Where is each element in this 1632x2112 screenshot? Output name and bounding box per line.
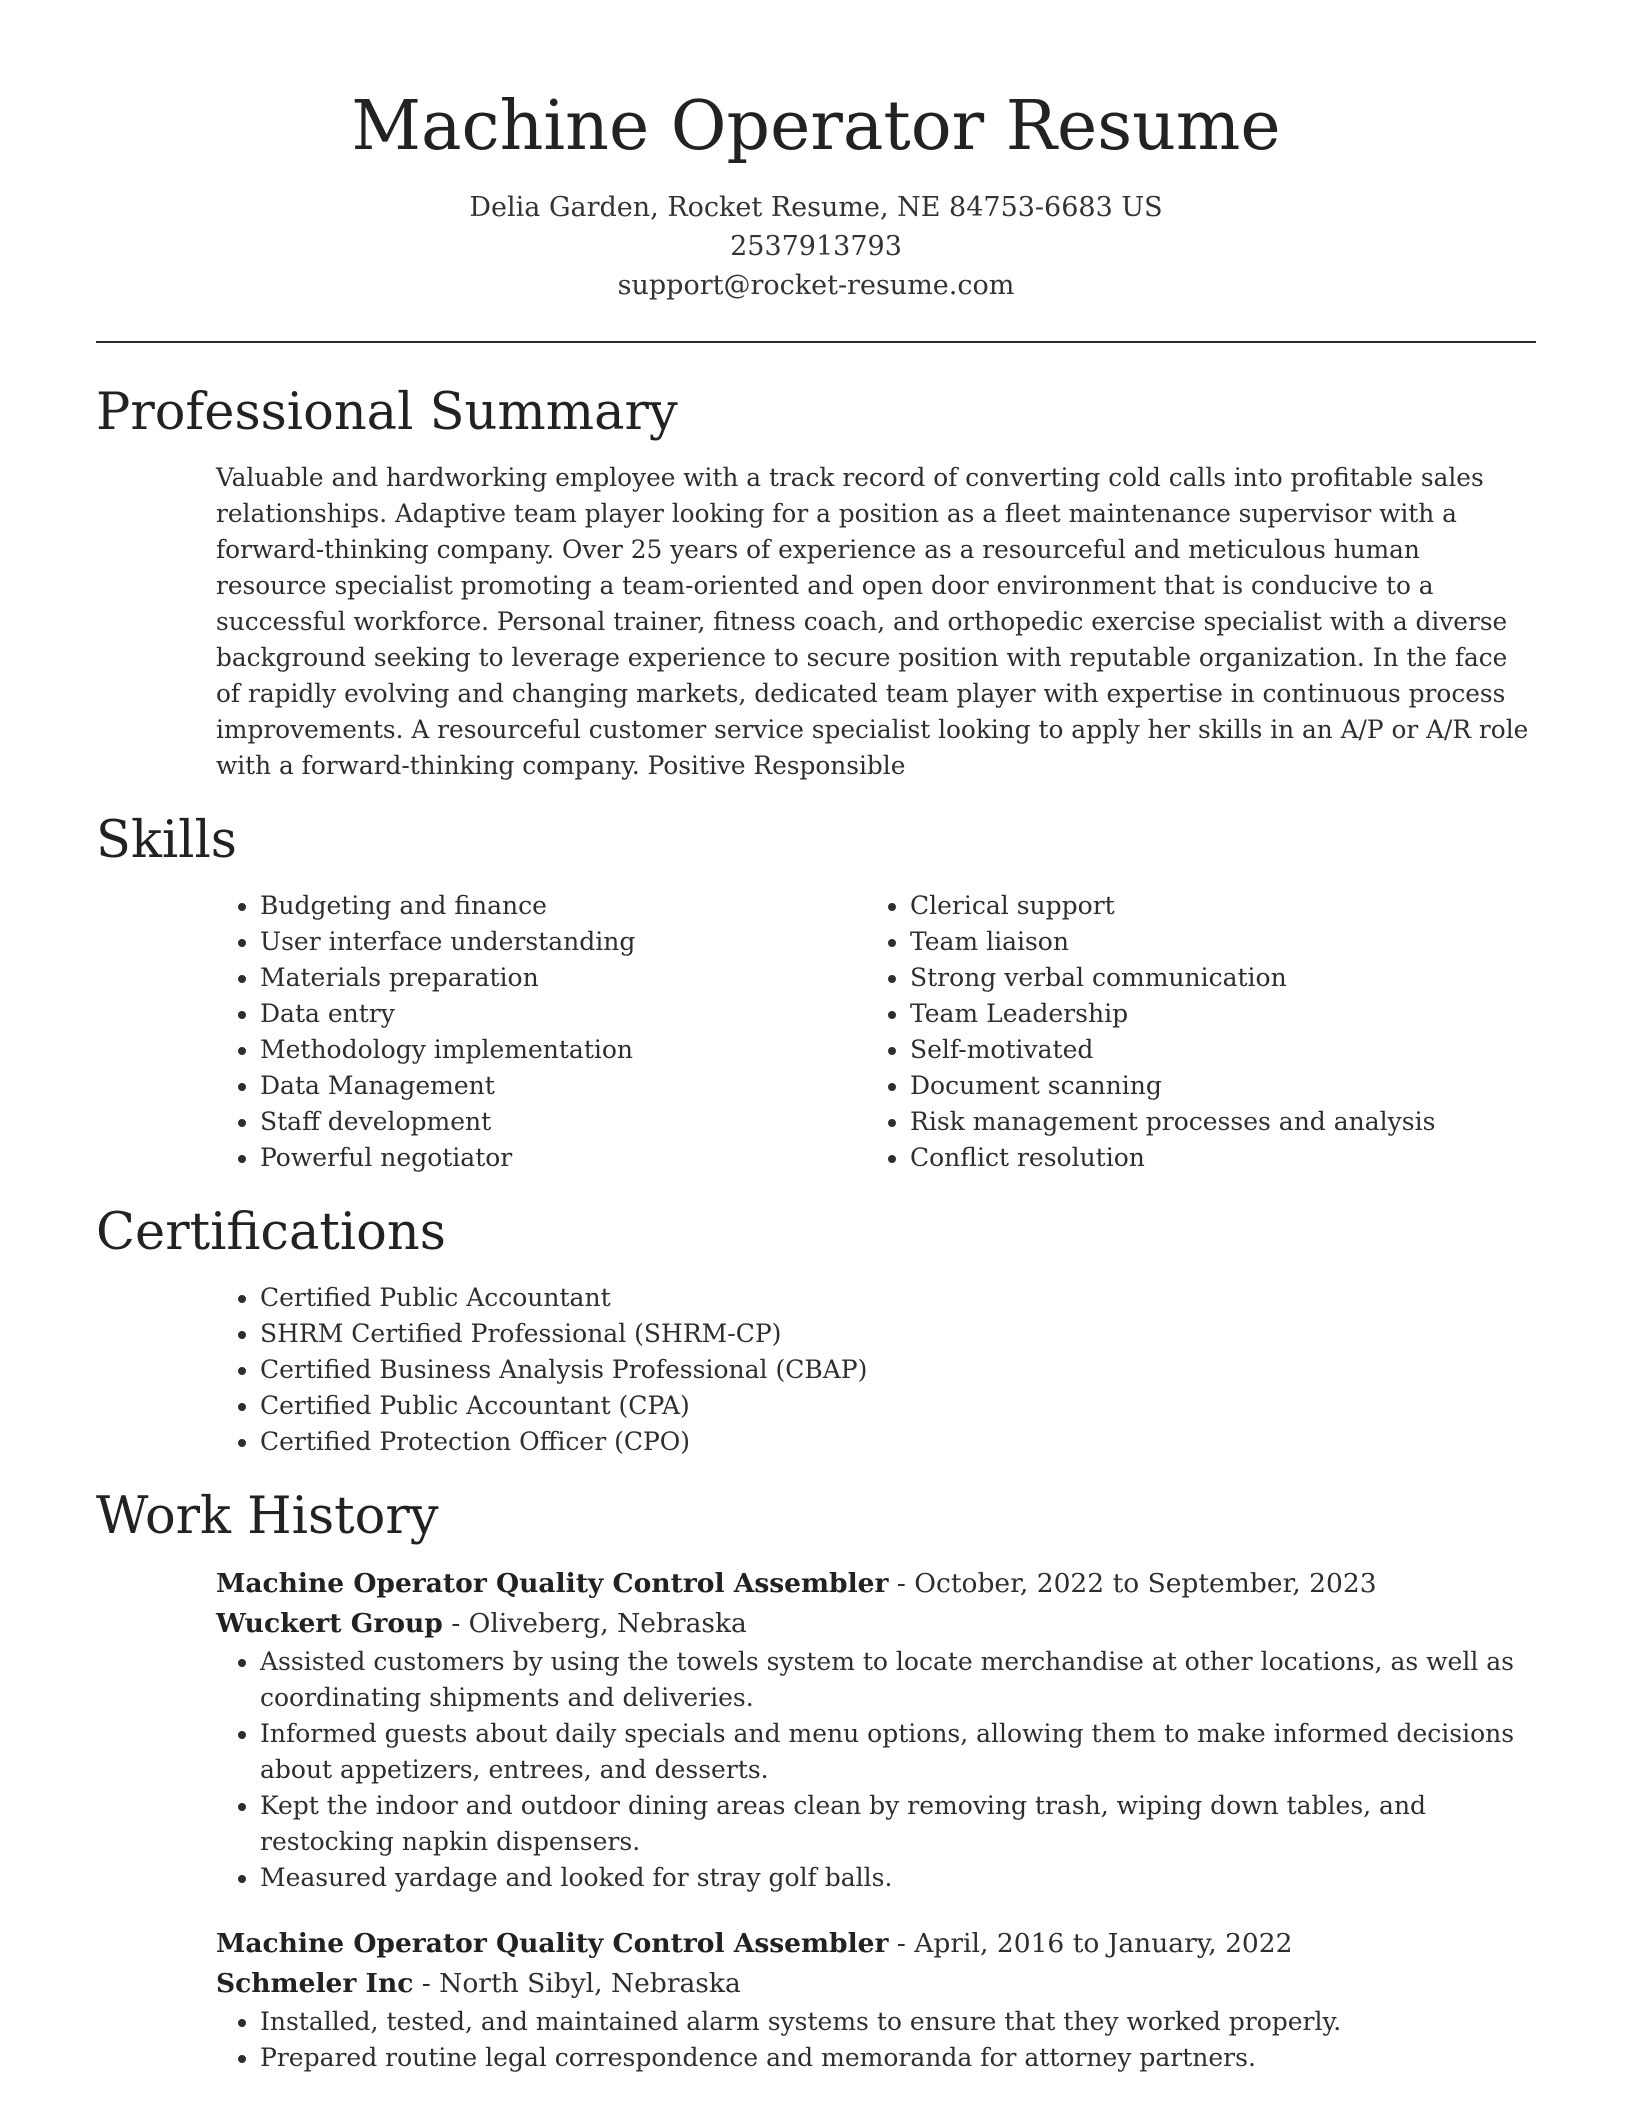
job-duty: • Installed, tested, and maintained alarm systems to ensure that they worked properly. [260,2004,1536,2040]
skill-item: • Materials preparation [260,960,866,996]
job-duty: • Kept the indoor and outdoor dining areas clean by removing trash, wiping down tables, and restocking napkin dispensers. [260,1788,1536,1860]
work-history-heading: Work History [96,1487,439,1546]
certification-item: • SHRM Certified Professional (SHRM-CP) [260,1316,1536,1352]
skills-section [96,808,1536,1176]
certifications-heading: Certifications [96,1203,446,1262]
skill-item: • Document scanning [910,1068,1516,1104]
certification-item: • Certified Protection Officer (CPO) [260,1424,1536,1460]
job-entry [216,1924,1536,2076]
skills-heading: Skills [96,811,237,870]
job-company-line [216,1964,1536,2004]
job-duties-list [216,2004,1536,2076]
job-duty: • Prepared routine legal correspondence and memoranda for attorney partners. [260,2040,1536,2076]
resume-body [96,380,1536,2076]
job-location: - Oliveberg, Nebraska [442,1608,747,1639]
job-duty: • Measured yardage and looked for stray golf balls. [260,1860,1536,1896]
job-dates: - April, 2016 to January, 2022 [888,1928,1293,1959]
work-history-section [96,1484,1536,2076]
certifications-block [216,1280,1536,1460]
certification-item: • Certified Public Accountant [260,1280,1536,1316]
certification-item: • Certified Business Analysis Professional (CBAP) [260,1352,1536,1388]
skill-item: • Methodology implementation [260,1032,866,1068]
job-title-line [216,1564,1536,1604]
contact-block [0,188,1632,305]
skill-item: • Strong verbal communication [910,960,1516,996]
job-entry [216,1564,1536,1896]
contact-address: Delia Garden, Rocket Resume, NE 84753-6683 US [469,192,1163,223]
job-title-line [216,1924,1536,1964]
job-position: Machine Operator Quality Control Assembler [216,1568,889,1599]
skills-columns [216,888,1536,1176]
job-company: Wuckert Group [216,1608,443,1639]
skills-list-left [216,888,866,1176]
certification-item: • Certified Public Accountant (CPA) [260,1388,1536,1424]
job-dates: - October, 2022 to September, 2023 [888,1568,1377,1599]
skill-item: • Self-motivated [910,1032,1516,1068]
header-divider [96,341,1536,343]
skills-list-right [866,888,1516,1176]
skill-item: • Powerful negotiator [260,1140,866,1176]
skill-item: • Team Leadership [910,996,1516,1032]
skill-item: • Staff development [260,1104,866,1140]
job-company: Schmeler Inc [216,1968,414,1999]
job-duty: • Informed guests about daily specials and menu options, allowing them to make informed decisions about appetizers, entrees, and desserts. [260,1716,1536,1788]
skills-column-right [866,888,1516,1176]
summary-section [96,380,1536,784]
job-company-line [216,1604,1536,1644]
skill-item: • User interface understanding [260,924,866,960]
job-location: - North Sibyl, Nebraska [413,1968,741,1999]
skill-item: • Data Management [260,1068,866,1104]
skill-item: • Risk management processes and analysis [910,1104,1516,1140]
summary-heading: Professional Summary [96,383,678,442]
contact-email: support@rocket-resume.com [617,270,1015,301]
skill-item: • Team liaison [910,924,1516,960]
contact-phone: 2537913793 [730,231,902,262]
skill-item: • Conflict resolution [910,1140,1516,1176]
job-duty: • Assisted customers by using the towels system to locate merchandise at other locations, as well as coordinating shipments and deliveries. [260,1644,1536,1716]
job-position: Machine Operator Quality Control Assembler [216,1928,889,1959]
certifications-section [96,1200,1536,1460]
resume-header [0,0,1632,305]
resume-title: Machine Operator Resume [351,87,1281,166]
summary-text: Valuable and hardworking employee with a track record of converting cold calls into profitable sales relationships. Adaptive team player looking for a position as a fleet maintenance supervisor with a forward-thinking company. Over 25 years of experience as a resourceful and meticulous human resource specialist promoting a team-oriented and open door environment that is conducive to a successful workforce. Personal trainer, fitness coach, and orthopedic exercise specialist with a diverse background seeking to leverage experience to secure position with reputable organization. In the face of rapidly evolving and changing markets, dedicated team player with expertise in continuous process improvements. A resourceful customer service specialist looking to apply her skills in an A/P or A/R role with a forward-thinking company. Positive Responsible [216,463,1529,780]
skill-item: • Data entry [260,996,866,1032]
job-duties-list [216,1644,1536,1896]
certifications-list [216,1280,1536,1460]
skill-item: • Clerical support [910,888,1516,924]
skill-item: • Budgeting and finance [260,888,866,924]
skills-column-left [216,888,866,1176]
